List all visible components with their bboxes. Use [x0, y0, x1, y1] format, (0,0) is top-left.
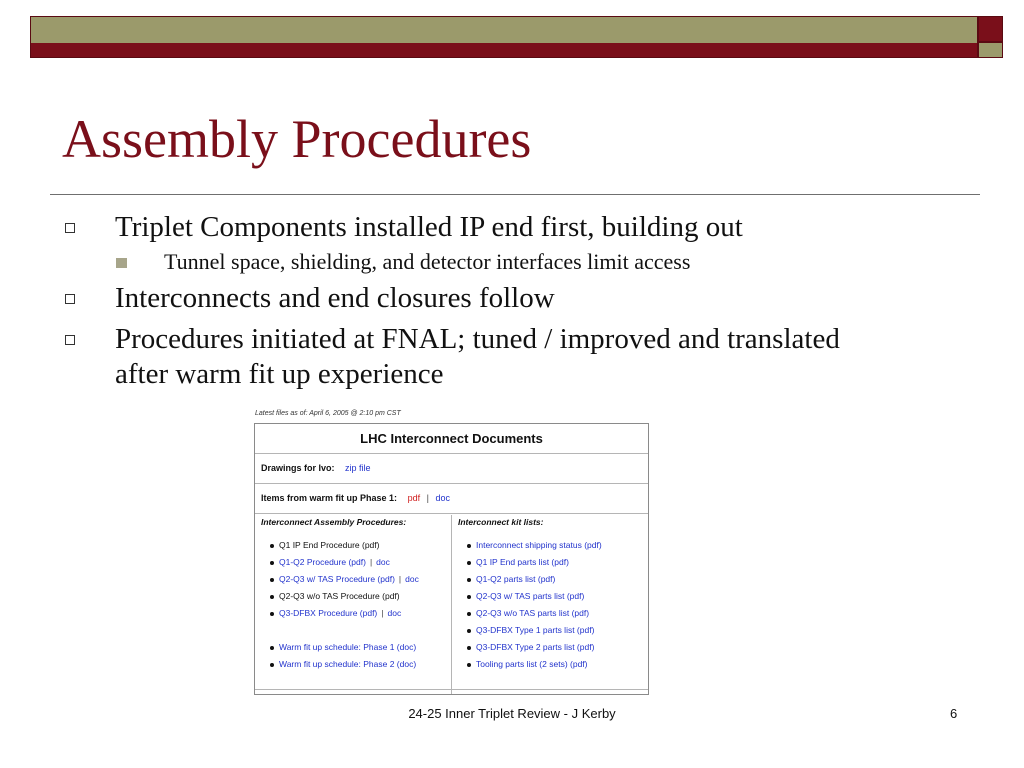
bullet-text: Triplet Components installed IP end first, building out — [115, 211, 743, 243]
tooling-parts-list-link[interactable]: Tooling parts list (2 sets) (pdf) — [476, 659, 588, 669]
q3-dfbx-type1-parts-list-link[interactable]: Q3-DFBX Type 1 parts list (pdf) — [476, 625, 595, 635]
assembly-procedures-list — [255, 537, 451, 673]
corner-block-bottom — [978, 42, 1003, 58]
bullet-item — [62, 210, 962, 245]
kit-lists-list — [452, 537, 648, 673]
zip-file-link[interactable]: zip file — [345, 463, 371, 473]
list-item — [255, 605, 451, 622]
bullet-list — [62, 210, 962, 398]
filled-square-bullet-icon — [116, 258, 127, 268]
link-separator: | — [398, 574, 402, 584]
q1-q2-doc-link[interactable]: doc — [376, 557, 390, 567]
warm-fit-doc-link[interactable]: doc — [435, 493, 450, 503]
warm-fit-schedule-phase2-link[interactable]: Warm fit up schedule: Phase 2 (doc) — [279, 659, 417, 669]
bullet-text: Procedures initiated at FNAL; tuned / improved and translated after warm fit up experience — [115, 323, 840, 390]
documents-table — [254, 423, 649, 695]
list-item — [255, 571, 451, 588]
list-item — [452, 537, 648, 554]
list-item — [255, 588, 451, 605]
bullet-text: Interconnects and end closures follow — [115, 282, 555, 314]
q1-q2-parts-list-link[interactable]: Q1-Q2 parts list (pdf) — [476, 574, 556, 584]
list-item — [452, 639, 648, 656]
top-banner-olive-band — [31, 17, 977, 44]
title-divider — [50, 194, 980, 195]
q3-dfbx-procedure-link[interactable]: Q3-DFBX Procedure (pdf) — [279, 608, 378, 618]
hollow-square-bullet-icon — [65, 335, 75, 345]
list-item — [452, 622, 648, 639]
assembly-procedures-heading: Interconnect Assembly Procedures: — [261, 517, 407, 527]
list-item — [452, 588, 648, 605]
sub-bullet-item — [62, 249, 962, 275]
bullet-item — [62, 322, 875, 392]
q2-q3-no-tas-parts-list-link[interactable]: Q2-Q3 w/o TAS parts list (pdf) — [476, 608, 590, 618]
sub-bullet-text: Tunnel space, shielding, and detector interfaces limit access — [164, 249, 691, 274]
list-item — [255, 656, 451, 673]
corner-block-top — [978, 16, 1003, 42]
hollow-square-bullet-icon — [65, 223, 75, 233]
q3-dfbx-doc-link[interactable]: doc — [387, 608, 402, 618]
q1-ip-procedure-text: Q1 IP End Procedure (pdf) — [279, 540, 380, 550]
list-item — [452, 554, 648, 571]
kit-lists-column — [452, 515, 648, 695]
link-separator: | — [369, 557, 373, 567]
q2-q3-tas-procedure-link[interactable]: Q2-Q3 w/ TAS Procedure (pdf) — [279, 574, 395, 584]
warm-fit-items-label: Items from warm fit up Phase 1: — [261, 493, 398, 503]
assembly-procedures-column — [255, 515, 452, 695]
list-item — [452, 571, 648, 588]
bullet-item — [62, 281, 962, 316]
documents-table-header: LHC Interconnect Documents — [255, 424, 648, 454]
table-bottom-divider — [255, 689, 648, 690]
list-item — [452, 656, 648, 673]
q1-ip-parts-list-link[interactable]: Q1 IP End parts list (pdf) — [476, 557, 569, 567]
q2-q3-tas-doc-link[interactable]: doc — [405, 574, 419, 584]
top-banner — [30, 16, 978, 58]
documents-columns — [255, 515, 648, 695]
list-item — [452, 605, 648, 622]
warm-fit-schedule-phase1-link[interactable]: Warm fit up schedule: Phase 1 (doc) — [279, 642, 417, 652]
link-separator: | — [381, 608, 384, 618]
q2-q3-no-tas-procedure-text: Q2-Q3 w/o TAS Procedure (pdf) — [279, 591, 400, 601]
hollow-square-bullet-icon — [65, 294, 75, 304]
snippet-caption: Latest files as of: April 6, 2005 @ 2:10 pm CST — [255, 410, 401, 417]
page-number: 6 — [950, 706, 958, 721]
drawings-row — [255, 454, 648, 484]
kit-lists-heading: Interconnect kit lists: — [458, 517, 544, 527]
warm-fit-items-row — [255, 484, 648, 514]
slide-title: Assembly Procedures — [62, 109, 532, 169]
list-item — [255, 639, 451, 656]
drawings-label: Drawings for Ivo: — [261, 463, 335, 473]
link-separator: | — [426, 493, 429, 503]
list-item — [255, 537, 451, 554]
slide-footer: 24-25 Inner Triplet Review - J Kerby — [408, 706, 616, 721]
warm-fit-pdf-link[interactable]: pdf — [407, 493, 421, 503]
q2-q3-tas-parts-list-link[interactable]: Q2-Q3 w/ TAS parts list (pdf) — [476, 591, 585, 601]
q1-q2-procedure-link[interactable]: Q1-Q2 Procedure (pdf) — [279, 557, 366, 567]
shipping-status-link[interactable]: Interconnect shipping status (pdf) — [476, 540, 602, 550]
top-banner-maroon-band — [31, 43, 977, 57]
q3-dfbx-type2-parts-list-link[interactable]: Q3-DFBX Type 2 parts list (pdf) — [476, 642, 595, 652]
list-item — [255, 554, 451, 571]
